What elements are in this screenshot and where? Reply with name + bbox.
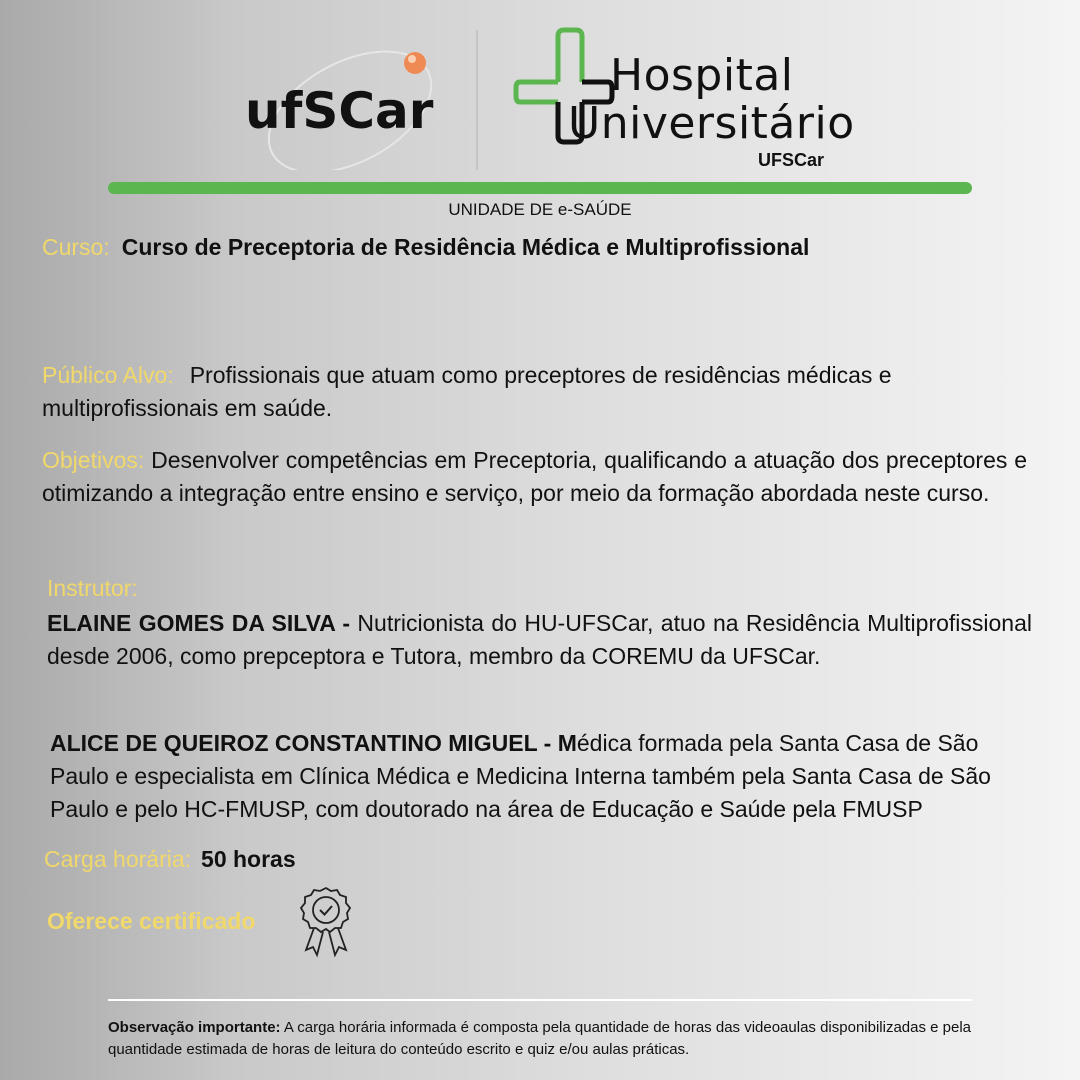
ufscar-logo: [245, 40, 445, 170]
important-note-text: A carga horária informada é composta pela quantidade de horas das videoaulas disponibilizadas e pela quantidade estimada de horas de leitura do conteúdo escrito e quiz e/ou aulas práticas.: [108, 1019, 972, 1058]
workload: [44, 846, 296, 873]
instructor-label: Instrutor:: [47, 575, 138, 601]
course-line: [42, 234, 809, 261]
important-note-label: Observação importante:: [108, 1019, 281, 1036]
certificate-offered: Oferece certificado: [47, 908, 256, 934]
target-audience: [42, 359, 1027, 425]
logo-divider: [476, 30, 478, 170]
objectives: [42, 444, 1027, 510]
ufscar-logo-wordmark: ufSCar: [245, 82, 434, 140]
instructor-bio: Nutricionista do HU-UFSCar, atuo na Residência Multiprofissional desde 2006, como prepceptora e Tutora, membro da COREMU da UFSCar.: [47, 610, 1032, 669]
important-note: [108, 1017, 1048, 1061]
unit-label: UNIDADE DE e-SAÚDE: [448, 200, 632, 219]
objectives-text: Desenvolver competências em Preceptoria, qualificando a atuação dos preceptores e otimizando a integração entre ensino e serviço, por meio da formação abordada neste curso.: [42, 447, 1028, 506]
course-title: Curso de Preceptoria de Residência Médica e Multiprofissional: [121, 234, 810, 260]
workload-label: Carga horária:: [44, 846, 192, 872]
certificate-badge-icon: [300, 886, 352, 958]
target-audience-text: Profissionais que atuam como preceptores de residências médicas e multiprofissionais em saúde.: [42, 362, 892, 421]
objectives-label: Objetivos:: [42, 447, 145, 473]
instructor-elaine: [47, 607, 1032, 673]
header-green-bar: [108, 182, 972, 194]
instructor-name: ALICE DE QUEIROZ CONSTANTINO MIGUEL - M: [50, 730, 577, 756]
hu-logo-ufscar: UFSCar: [758, 150, 825, 170]
instructor-name: ELAINE GOMES DA SILVA -: [47, 610, 358, 636]
target-audience-label: Público Alvo:: [42, 362, 174, 388]
footer-divider: [108, 999, 972, 1001]
instructor-alice: [50, 727, 1040, 826]
course-label: Curso:: [42, 234, 110, 260]
workload-value: 50 horas: [201, 846, 296, 872]
hu-logo-universitario: Universitário: [568, 98, 855, 149]
instructor-bio: édica formada pela Santa Casa de São Paulo e especialista em Clínica Médica e Medicina Interna também pela Santa Casa de São Paulo e pelo HC-FMUSP, com doutorado na área de Educação e Saúde pela FMUSP: [50, 730, 991, 822]
hu-logo-hospital: Hospital: [610, 50, 794, 101]
